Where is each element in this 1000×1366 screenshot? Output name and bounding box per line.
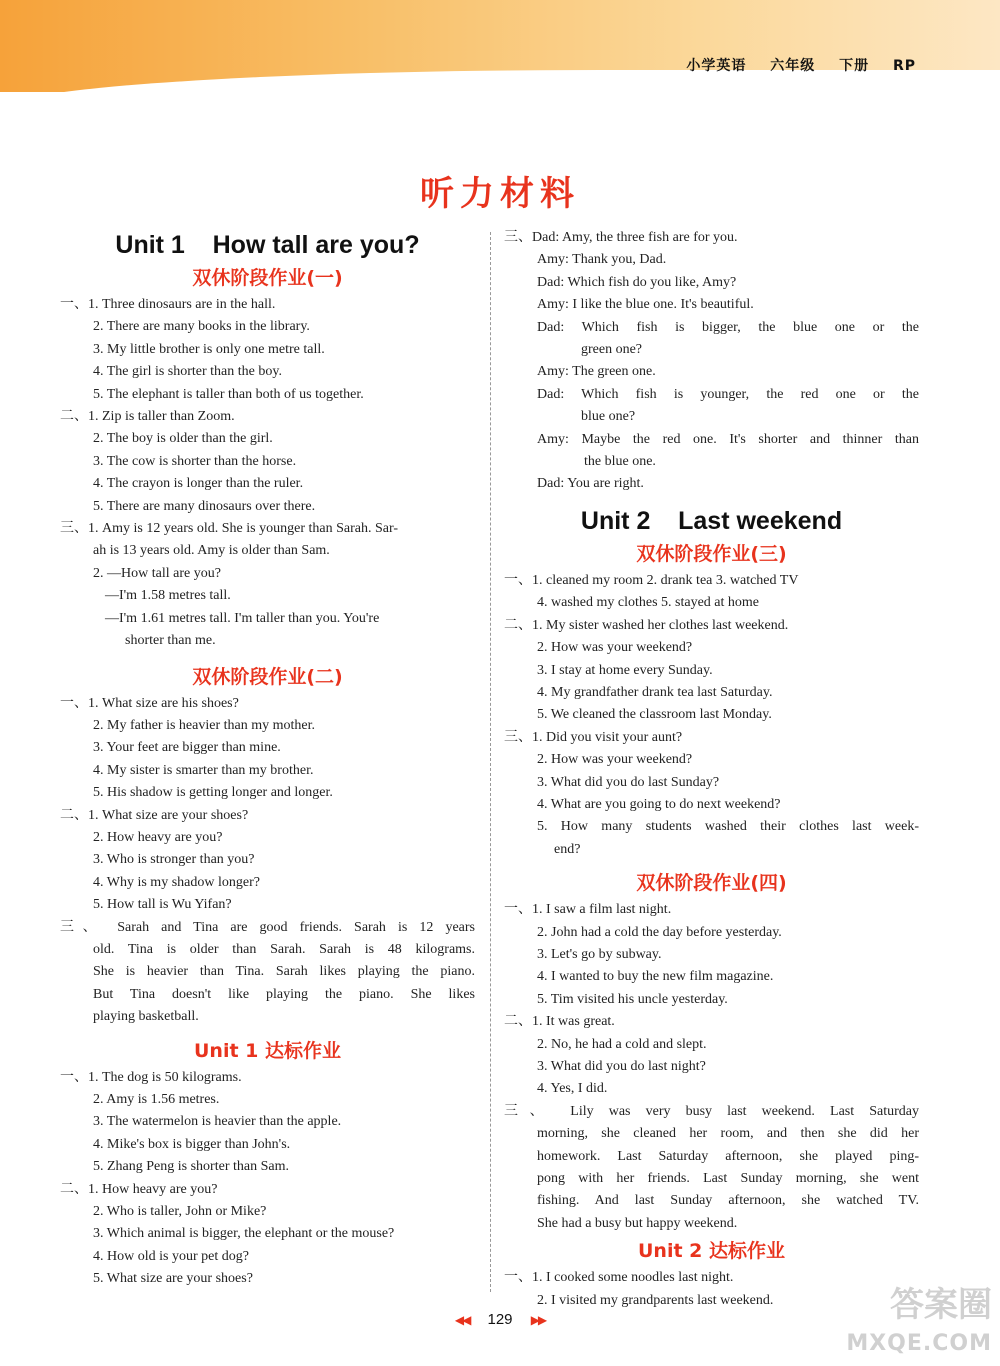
- text-line: 2. My father is heavier than my mother.: [93, 717, 315, 733]
- left-column: [60, 228, 475, 1291]
- section-title: 双休阶段作业(二): [192, 665, 343, 688]
- text-line: 二、1. Zip is taller than Zoom.: [60, 409, 235, 425]
- text-line: blue one?: [581, 409, 636, 425]
- text-line: 一、1. The dog is 50 kilograms.: [60, 1069, 242, 1085]
- text-line: Dad: Which fish is younger, the red one or the: [537, 386, 919, 402]
- subject: 小学英语: [686, 58, 747, 74]
- text-line: Amy: I like the blue one. It's beautiful.: [537, 297, 754, 313]
- text-line: 三、Dad: Amy, the three fish are for you.: [504, 230, 738, 245]
- section-title: Unit 1 达标作业: [194, 1039, 341, 1062]
- text-line: 4. How old is your pet dog?: [93, 1248, 249, 1264]
- text-line: 3. My little brother is only one metre tall.: [93, 341, 325, 357]
- text-line: 3. The cow is shorter than the horse.: [93, 453, 297, 469]
- text-line: —I'm 1.61 metres tall. I'm taller than you. You're: [105, 610, 380, 626]
- text-line: 5. Tim visited his uncle yesterday.: [537, 991, 728, 1007]
- text-line: 三、1. Did you visit your aunt?: [504, 729, 683, 745]
- text-line: 5. The elephant is taller than both of us together.: [93, 386, 364, 402]
- text-line: 4. My sister is smarter than my brother.: [93, 762, 314, 778]
- text-line: 5. Zhang Peng is shorter than Sam.: [93, 1159, 289, 1175]
- text-line: ah is 13 years old. Amy is older than Sam.: [93, 543, 330, 559]
- text-line: 3. Who is stronger than you?: [93, 852, 255, 868]
- volume: 下册: [839, 58, 870, 74]
- text-line: 5. How many students washed their clothes last week-: [537, 819, 919, 835]
- section-title: 双休阶段作业(四): [636, 872, 787, 895]
- page-number-bar: [0, 1311, 1000, 1328]
- section-lines: [60, 294, 475, 653]
- text-line: She is heavier than Tina. Sarah likes playing the piano.: [93, 964, 475, 980]
- grade: 六年级: [770, 58, 816, 74]
- right-column: [504, 227, 919, 1312]
- text-line: 4. What are you going to do next weekend?: [537, 796, 781, 812]
- book-info: [668, 55, 916, 75]
- text-line: 3. The watermelon is heavier than the apple.: [93, 1114, 342, 1130]
- text-line: 一、1. cleaned my room 2. drank tea 3. watched TV: [504, 572, 799, 588]
- section-lines: [60, 1067, 475, 1291]
- text-line: 4. Yes, I did.: [537, 1081, 608, 1097]
- text-line: 3. What did you do last Sunday?: [537, 774, 720, 790]
- text-line: 3. What did you do last night?: [537, 1059, 706, 1074]
- text-line: 4. washed my clothes 5. stayed at home: [537, 595, 760, 611]
- unit1-title: Unit 1 How tall are you?: [115, 231, 420, 259]
- text-line: 4. Why is my shadow longer?: [93, 874, 260, 890]
- watermark-logo: 答案圈: [890, 1285, 992, 1325]
- text-line: 2. Who is taller, John or Mike?: [93, 1204, 267, 1220]
- section-lines: [504, 899, 919, 1235]
- text-line: 2. The boy is older than the girl.: [93, 431, 273, 447]
- text-line: 2. John had a cold the day before yesterday.: [537, 924, 782, 940]
- text-line: —I'm 1.58 metres tall.: [105, 588, 231, 604]
- text-line: 二、1. It was great.: [504, 1014, 615, 1030]
- text-line: Amy: Maybe the red one. It's shorter and thinner than: [537, 431, 919, 447]
- text-line: shorter than me.: [125, 633, 216, 649]
- edition: RP: [892, 58, 916, 74]
- text-line: But Tina doesn't like playing the piano. She likes: [93, 986, 475, 1002]
- watermark-url: MXQE.COM: [846, 1331, 992, 1356]
- text-line: end?: [554, 841, 581, 857]
- text-line: playing basketball.: [93, 1009, 199, 1025]
- unit2-title: Unit 2 Last weekend: [580, 506, 843, 535]
- text-line: Amy: The green one.: [537, 364, 656, 380]
- text-line: 一、1. What size are his shoes?: [60, 695, 239, 711]
- text-line: Dad: Which fish do you like, Amy?: [537, 274, 737, 290]
- section-title: Unit 2 达标作业: [638, 1240, 785, 1263]
- text-line: 一、1. I saw a film last night.: [504, 902, 672, 918]
- text-line: 4. I wanted to buy the new film magazine.: [537, 969, 774, 985]
- text-line: green one?: [581, 342, 643, 358]
- prev-arrows-icon: ◀◀: [454, 1313, 470, 1327]
- next-arrows-icon: ▶▶: [530, 1313, 546, 1327]
- text-line: 5. What size are your shoes?: [93, 1271, 253, 1287]
- text-line: Dad: Which fish is bigger, the blue one or the: [537, 319, 919, 335]
- text-line: 5. His shadow is getting longer and longer.: [93, 785, 333, 801]
- text-line: 4. Mike's box is bigger than John's.: [93, 1136, 291, 1152]
- text-line: 一、1. I cooked some noodles last night.: [504, 1270, 734, 1286]
- text-line: 5. We cleaned the classroom last Monday.: [537, 707, 772, 723]
- text-line: 2. There are many books in the library.: [93, 319, 310, 335]
- dialog-lines: [504, 227, 919, 496]
- text-line: 三、 Sarah and Tina are good friends. Sarah is 12 years: [60, 919, 475, 935]
- text-line: 2. I visited my grandparents last weekend.: [537, 1292, 774, 1308]
- text-line: 4. The crayon is longer than the ruler.: [93, 476, 304, 492]
- text-line: Dad: You are right.: [537, 476, 644, 492]
- page-number: 129: [487, 1311, 513, 1328]
- text-line: 3. I stay at home every Sunday.: [537, 662, 713, 678]
- section-title: 双休阶段作业(一): [192, 267, 343, 289]
- section-lines: [504, 570, 919, 861]
- text-line: 一、1. Three dinosaurs are in the hall.: [60, 297, 276, 312]
- section-lines: [504, 1267, 919, 1312]
- text-line: 3. Your feet are bigger than mine.: [93, 740, 281, 756]
- page-title: 听力材料: [420, 174, 580, 214]
- text-line: pong with her friends. Last Sunday morning, she went: [537, 1171, 919, 1187]
- text-line: Amy: Thank you, Dad.: [537, 252, 667, 268]
- text-line: the blue one.: [584, 454, 656, 470]
- text-line: 4. My grandfather drank tea last Saturday.: [537, 684, 773, 700]
- text-line: morning, she cleaned her room, and then she did her: [537, 1126, 919, 1142]
- text-line: 2. Amy is 1.56 metres.: [93, 1092, 220, 1107]
- text-line: 5. How tall is Wu Yifan?: [93, 897, 232, 913]
- text-line: 5. There are many dinosaurs over there.: [93, 498, 316, 514]
- text-line: 3. Let's go by subway.: [537, 946, 662, 962]
- section-lines: [60, 693, 475, 1029]
- text-line: She had a busy but happy weekend.: [537, 1215, 738, 1231]
- section-title: 双休阶段作业(三): [636, 542, 787, 565]
- text-line: old. Tina is older than Sarah. Sarah is 48 kilograms.: [93, 941, 475, 957]
- text-line: 2. —How tall are you?: [93, 565, 221, 581]
- text-line: 三、1. Amy is 12 years old. She is younger than Sarah. Sar-: [60, 521, 399, 537]
- text-line: 2. How was your weekend?: [537, 640, 693, 656]
- text-line: 二、1. How heavy are you?: [60, 1181, 218, 1197]
- text-line: 3. Which animal is bigger, the elephant or the mouse?: [93, 1226, 395, 1242]
- text-line: homework. Last Saturday afternoon, she played ping-: [537, 1148, 919, 1164]
- text-line: 三、 Lily was very busy last weekend. Last Saturday: [504, 1103, 919, 1119]
- text-line: 4. The girl is shorter than the boy.: [93, 364, 282, 380]
- text-line: fishing. And last Sunday afternoon, she watched TV.: [537, 1193, 919, 1209]
- text-line: 2. No, he had a cold and slept.: [537, 1036, 707, 1052]
- text-line: 2. How heavy are you?: [93, 829, 223, 845]
- text-line: 2. How was your weekend?: [537, 752, 693, 768]
- text-line: 二、1. What size are your shoes?: [60, 807, 249, 823]
- column-divider: [490, 232, 491, 1292]
- text-line: 二、1. My sister washed her clothes last weekend.: [504, 617, 789, 633]
